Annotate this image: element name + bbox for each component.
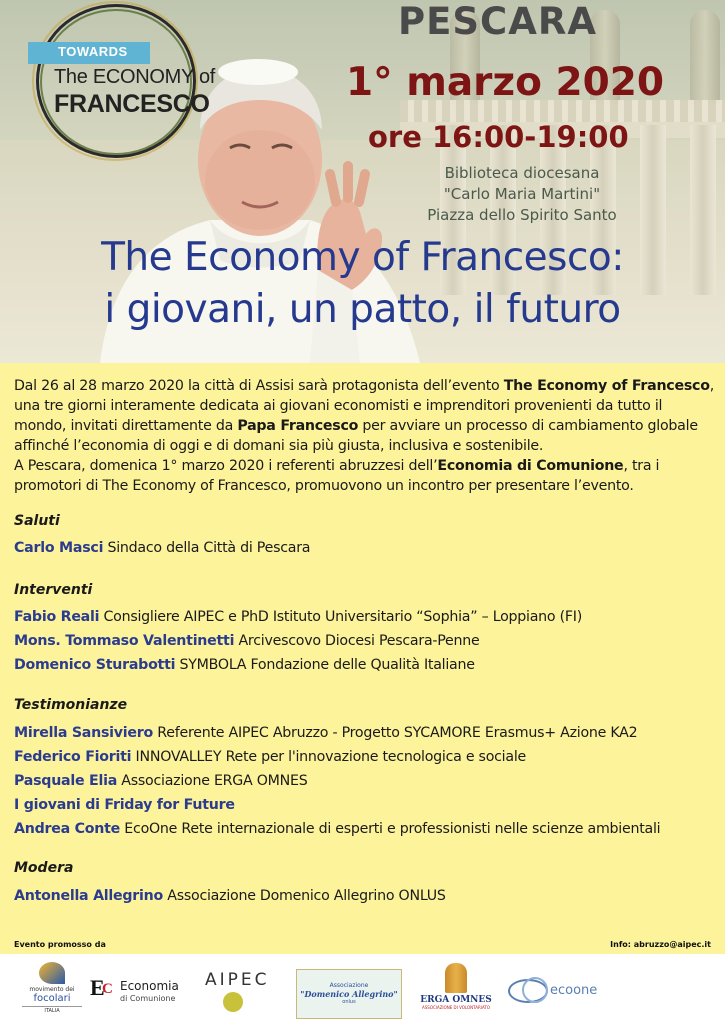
wheat-icon <box>445 963 467 993</box>
section-modera: Modera <box>14 860 74 876</box>
event-city: PESCARA <box>398 0 597 43</box>
headline-line: The Economy of Francesco: <box>101 235 624 280</box>
speaker-row: Domenico Sturabotti SYMBOLA Fondazione delle Qualità Italiane <box>14 657 475 673</box>
speaker-row: Antonella Allegrino Associazione Domenico Allegrino ONLUS <box>14 888 446 904</box>
speaker-row: Pasquale Elia Associazione ERGA OMNES <box>14 773 308 789</box>
speaker-row: Federico Fioriti INNOVALLEY Rete per l'innovazione tecnologica e sociale <box>14 749 526 765</box>
section-testimonianze: Testimonianze <box>14 697 128 713</box>
event-venue <box>372 163 672 226</box>
logo-towards: TOWARDS <box>58 44 128 59</box>
statue-silhouette <box>690 10 720 105</box>
venue-line: Piazza dello Spirito Santo <box>427 206 617 224</box>
focolari-mark-icon <box>39 962 65 984</box>
intro-text <box>14 376 714 496</box>
venue-line: "Carlo Maria Martini" <box>443 185 601 203</box>
promoted-by-label: Evento promosso da <box>14 940 106 949</box>
speaker-row: I giovani di Friday for Future <box>14 797 235 813</box>
ecoone-logo: ecoone <box>508 975 604 1009</box>
event-time: ore 16:00-19:00 <box>368 120 629 154</box>
hero-banner <box>0 0 725 363</box>
logo-line3: FRANCESCO <box>54 90 210 118</box>
domenico-allegrino-logo: Associazione "Domenico Allegrino" onlus <box>296 969 402 1019</box>
venue-line: Biblioteca diocesana <box>444 164 600 182</box>
logo-line2: The ECONOMY of <box>54 66 216 88</box>
headline-line: i giovani, un patto, il futuro <box>104 287 621 332</box>
focolari-logo: movimento dei focolari ITALIA <box>22 960 82 1020</box>
section-saluti: Saluti <box>14 513 60 529</box>
speaker-row: Andrea Conte EcoOne Rete internazionale di esperti e professionisti nelle scienze ambientali <box>14 821 661 837</box>
section-interventi: Interventi <box>14 582 93 598</box>
speaker-row: Mirella Sansiviero Referente AIPEC Abruzzo - Progetto SYCAMORE Erasmus+ Azione KA2 <box>14 725 638 741</box>
speaker-row: Carlo Masci Sindaco della Città di Pescara <box>14 540 311 556</box>
edc-mark-icon: E <box>90 975 105 1000</box>
aipec-logo: AIPEC <box>205 970 281 1016</box>
edc-logo: E C Economia di Comunione <box>90 975 179 1003</box>
economy-of-francesco-logo <box>28 4 216 162</box>
info-email: Info: abruzzo@aipec.it <box>610 940 711 949</box>
aipec-dot-icon <box>223 992 243 1012</box>
intro-paragraph: A Pescara, domenica 1° marzo 2020 i referenti abruzzesi dell’Economia di Comunione, tra i promotori di The Economy of Francesco, promuovono un incontro per presentare l’evento. <box>14 458 660 494</box>
erga-omnes-logo: ERGA OMNES ASSOCIAZIONE DI VOLONTARIATO <box>414 963 498 1021</box>
event-date: 1° marzo 2020 <box>346 60 665 105</box>
main-headline <box>0 232 725 336</box>
program-content <box>0 363 725 954</box>
speaker-row: Mons. Tommaso Valentinetti Arcivescovo Diocesi Pescara-Penne <box>14 633 480 649</box>
speaker-row: Fabio Reali Consigliere AIPEC e PhD Istituto Universitario “Sophia” – Loppiano (FI) <box>14 609 583 625</box>
intro-paragraph: Dal 26 al 28 marzo 2020 la città di Assisi sarà protagonista dell’evento The Economy of Francesco, una tre giorni interamente dedicata ai giovani economisti e imprenditori provenienti da tutto il mondo, invitati direttamente da Papa Francesco per avviare un processo di cambiamento globale affinché l’economia di oggi e di domani sia più giusta, inclusiva e sostenibile. <box>14 378 714 454</box>
